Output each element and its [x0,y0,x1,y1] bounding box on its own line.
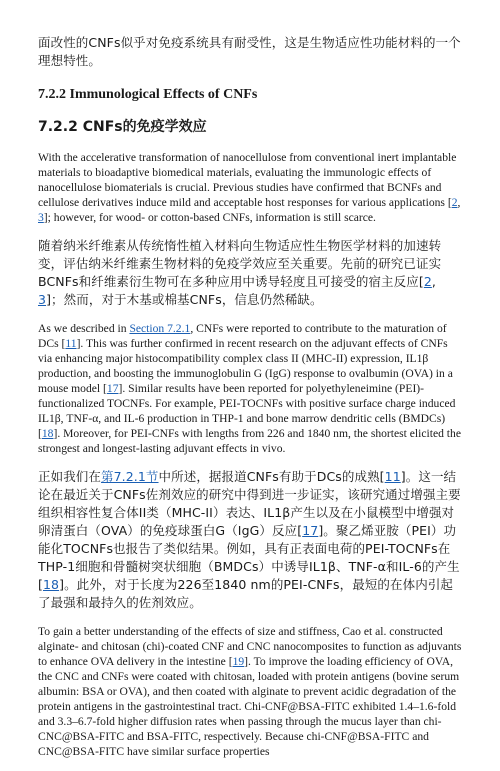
p1-en-sep: , [457,196,461,209]
document-page [38,34,462,771]
p2-zh-text5: ]。此外，对于长度为226至1840 nm的PEI-CNFs，最短的在体内引起了最强和最持久的佐剂效应。 [38,577,454,610]
paragraph-1-en [38,150,462,225]
p1-zh-sep: , [431,274,436,289]
paragraph-1-zh [38,237,462,309]
section-link-7-2-1[interactable]: 第7.2.1节 [101,469,159,484]
citation-link-11[interactable]: 11 [65,337,77,350]
p2-en-text3: ]. This was further confirmed in recent research on the adjuvant effects of CNFs via enhancing major histocompatibility complex class II (MHC-II) expression, IL1β production, and boosting the immunoglobulin G (IgG) response to ovalbumin (OVA) in a mouse model [ [38,337,453,395]
p1-zh-text1: 随着纳米纤维素从传统惰性植入材料向生物适应性生物医学材料的加速转变，评估纳米纤维素生物材料的免疫学效应至关重要。先前的研究已证实BCNFs和纤维素衍生物可在多种应用中诱导轻度且可接受的宿主反应[ [38,238,442,289]
p2-zh-text4: ]。聚乙烯亚胺（PEI）功能化TOCNFs也报告了类似结果。例如，具有正表面电荷的PEI-TOCNFs在THP-1细胞和骨髓树突状细胞（BMDCs）中诱导IL1β、TNF-α和IL-6的产生[ [38,523,460,592]
citation-link-2[interactable]: 2 [423,274,432,289]
citation-link-18[interactable]: 18 [41,427,54,440]
citation-link-18[interactable]: 18 [42,577,60,592]
p2-zh-text3: ]。这一结论在最近关于CNFs佐剂效应的研究中得到进一步证实，该研究通过增强主要组织相容性复合体II类（MHC-II）表达、IL1β产生以及在小鼠模型中增强对卵清蛋白（OVA）的免疫球蛋白G（IgG）反应[ [38,469,461,538]
citation-link-17[interactable]: 17 [106,382,119,395]
section-link-7-2-1[interactable]: Section 7.2.1 [129,322,191,335]
paragraph-2-en [38,321,462,456]
paragraph-3-en [38,624,462,759]
p2-zh-text2: 中所述，据报道CNFs有助于DCs的成熟[ [158,469,385,484]
intro-paragraph-zh [38,34,462,70]
p2-en-text5: ]. Moreover, for PEI-CNFs with lengths from 226 and 1840 nm, the shortest elicited the strongest and longest-lasting adjuvant effects in vivo. [38,427,461,455]
citation-link-11[interactable]: 11 [384,469,401,484]
citation-link-3[interactable]: 3 [38,292,47,307]
citation-link-2[interactable]: 2 [451,196,458,209]
p2-zh-text1: 正如我们在 [38,469,102,484]
citation-link-3[interactable]: 3 [38,211,44,224]
paragraph-2-zh [38,468,462,612]
section-heading-zh: 7.2.2 CNFs的免疫学效应 [38,119,207,135]
citation-link-17[interactable]: 17 [302,523,319,538]
p3-en-text1: To gain a better understanding of the effects of size and stiffness, Cao et al. constructed alginate- and chitosan (chi)-coated CNF and CNC nanocomposites to function as adjuvants to enhance OVA delivery in the intestine [ [38,625,462,668]
p1-zh-text2: ]；然而，对于木基或棉基CNFs，信息仍然稀缺。 [46,292,323,307]
citation-link-19[interactable]: 19 [232,655,245,668]
p1-en-text1: With the accelerative transformation of nanocellulose from conventional inert implantable materials to bioadaptive biomedical materials, evaluating the immunologic effects of nanocellulose biomaterials is crucial. Previous studies have confirmed that BCNFs and cellulose derivatives induce mild and acceptable host responses for various applications [ [38,151,457,209]
p2-en-text1: As we described in [38,322,130,335]
p1-en-text2: ]; however, for wood- or cotton-based CNFs, information is still scarce. [43,211,376,224]
p2-en-text2: , CNFs were reported to contribute to the maturation of DCs [ [38,322,447,350]
p3-en-text2: ]. To improve the loading efficiency of OVA, the CNC and CNFs were coated with chitosan, loaded with protein antigens (bovine serum albumin: BSA or OVA), and then coated with alginate to prevent acidic degradation of the protein antigens in the gastrointestinal tract. Chi-CNF@BSA-FITC exhibited 1.4–1.6-fold and 3.3–6.7-fold higher diffusion rates when passing through the mucus layer than chi-CNC@BSA-FITC and BSA-FITC, respectively. Because chi-CNF@BSA-FITC and CNC@BSA-FITC have similar surface properties [38,655,460,758]
intro-text: 面改性的CNFs似乎对免疫系统具有耐受性，这是生物适应性功能材料的一个理想特性。 [38,35,461,68]
p2-en-text4: ]. Similar results have been reported for polyethyleneimine (PEI)-functionalized TOCNFs. For example, PEI-TOCNFs with positive surface charge induced IL1β, TNF-α, and IL-6 production in THP-1 and bone marrow dendritic cells (BMDCs) [ [38,382,456,440]
section-heading-en: 7.2.2 Immunological Effects of CNFs [38,87,258,102]
